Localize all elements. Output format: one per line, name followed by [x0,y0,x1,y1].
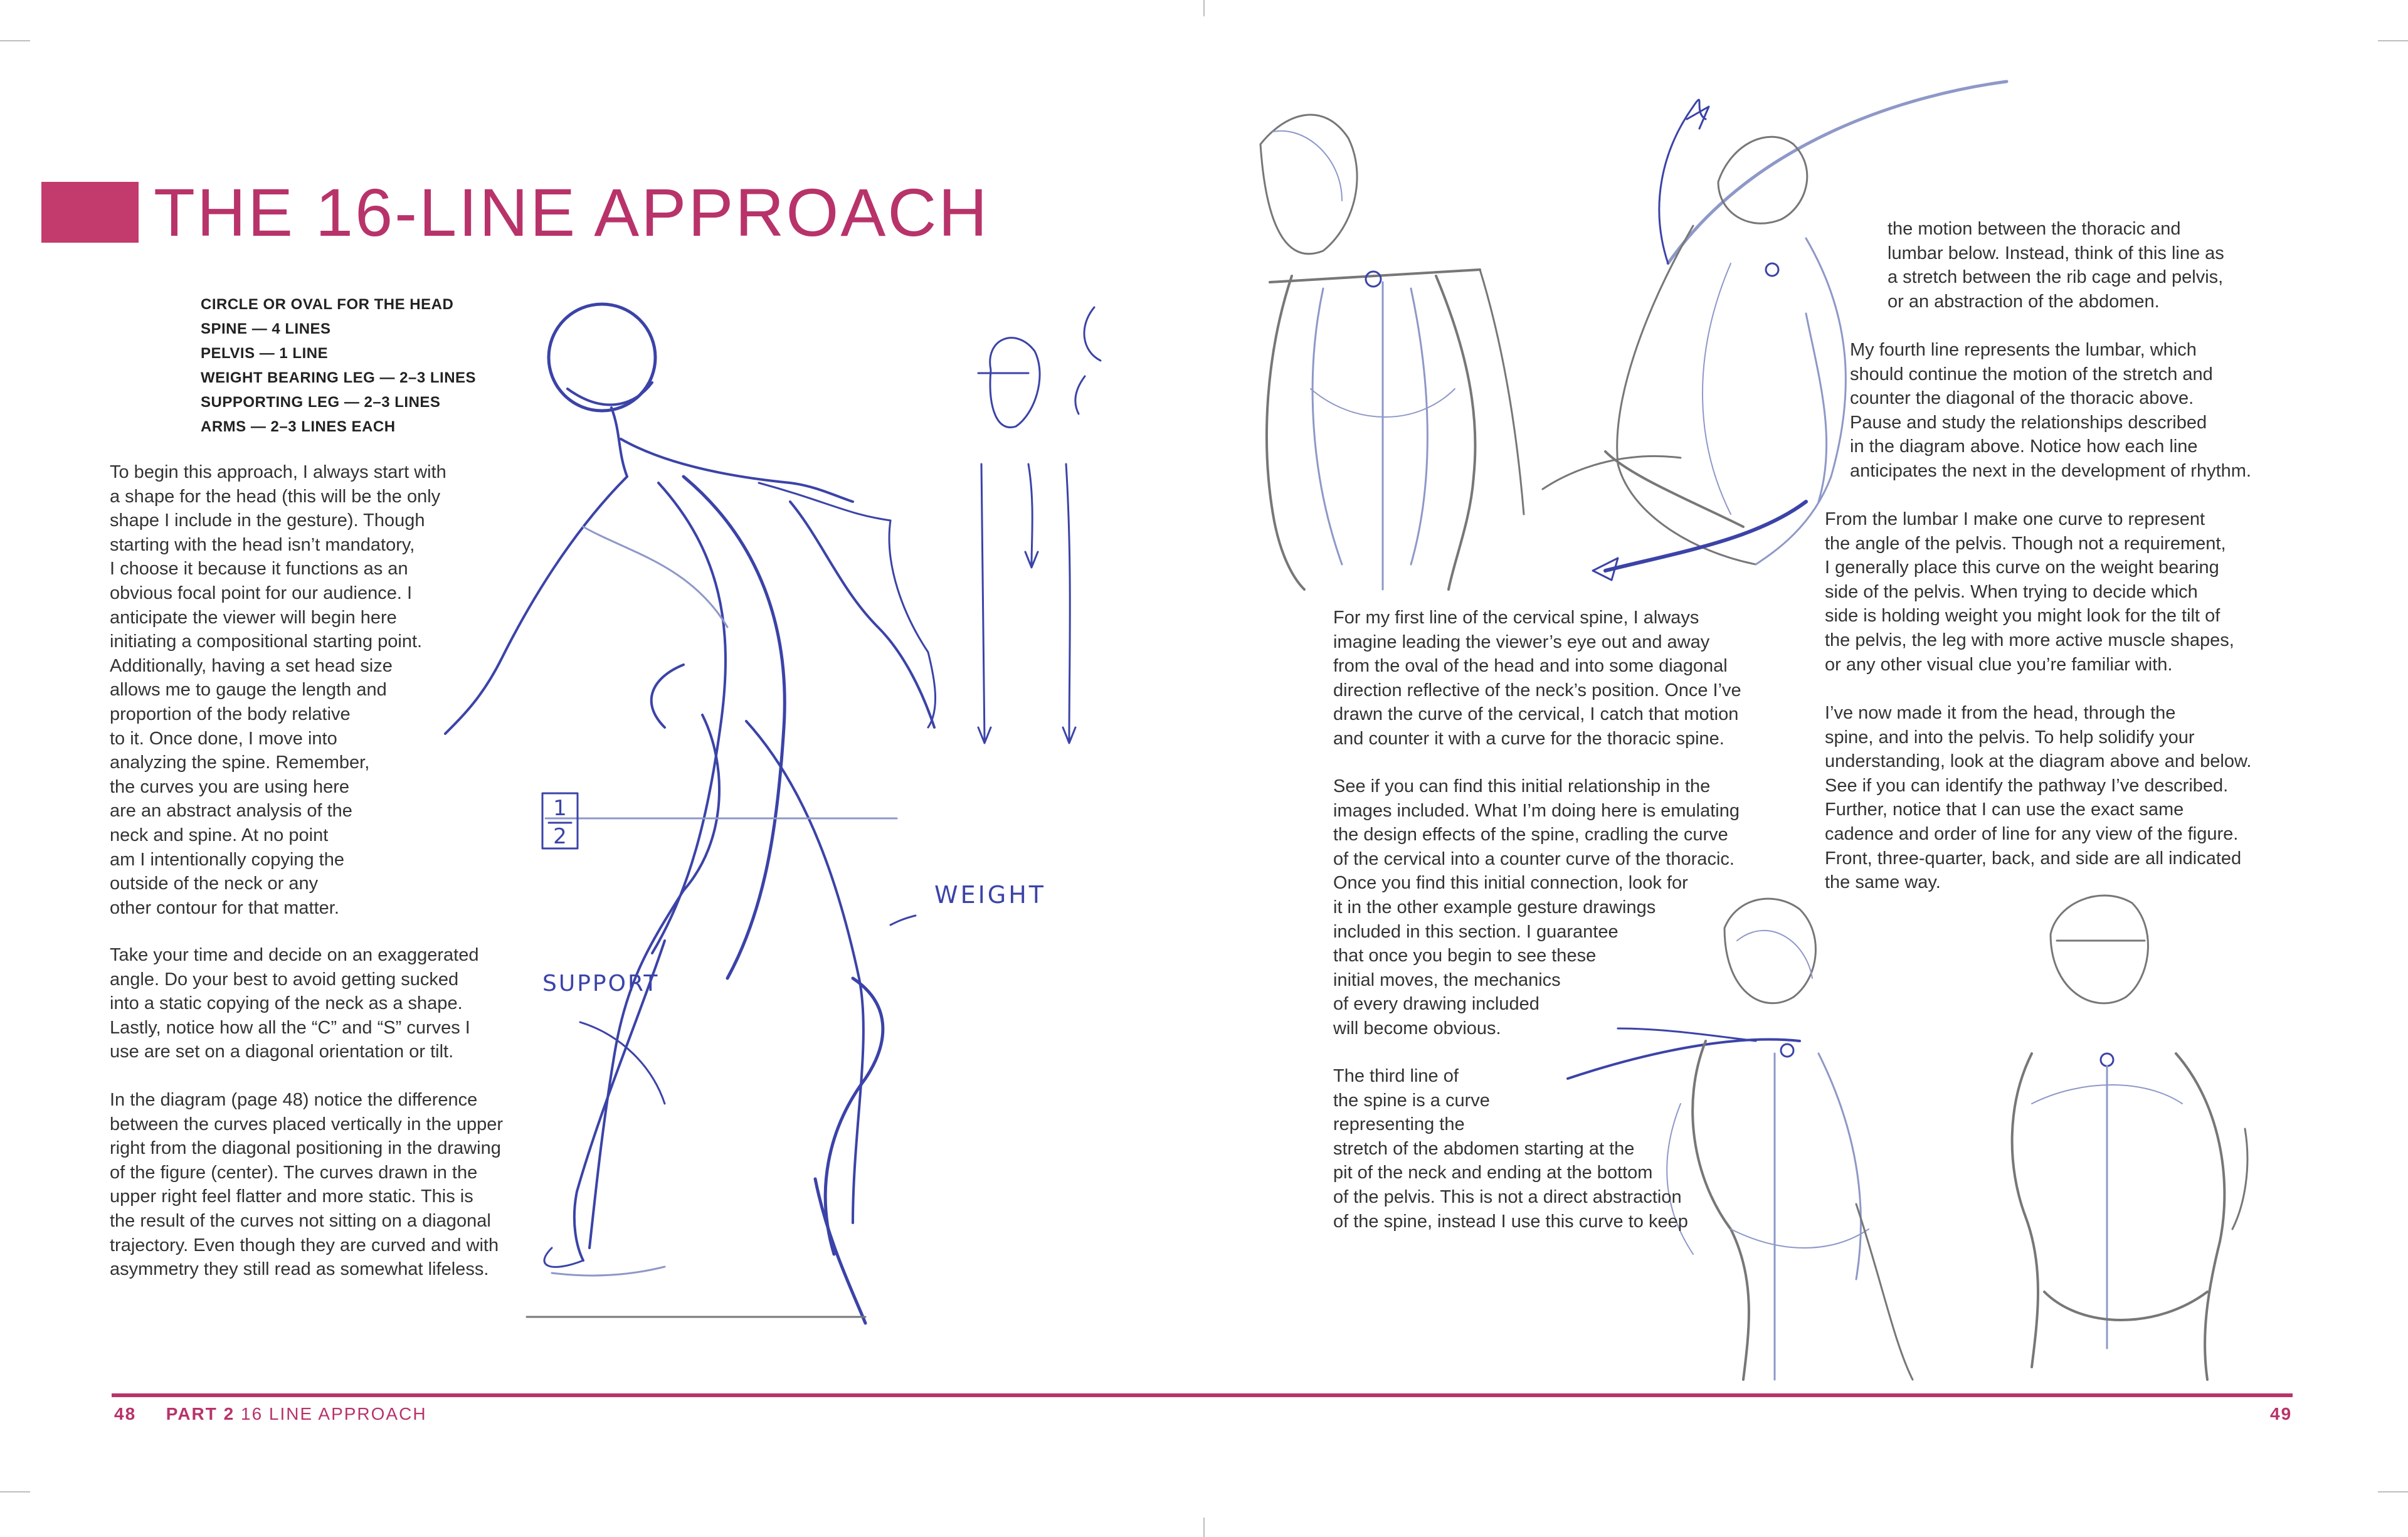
back-view-study [2012,895,2247,1380]
support-label: SUPPORT [542,971,660,996]
checklist-item: CIRCLE OR OVAL FOR THE HEAD [201,296,454,313]
page-title: THE 16-LINE APPROACH [154,174,990,250]
left-paragraph-3: In the diagram (page 48) notice the difference between the curves placed vertically in the upper right from the diagonal positioning in the drawing of the figure (center). The curves drawn in the upper right feel flatter and more static. This is the result of the curves not sitting on a diagonal trajectory. Even though they are curved and with asymmetry they still read as somewhat lifeless. [110,1090,504,1280]
right-page-number: 49 [2270,1404,2293,1423]
footer-left [114,1404,427,1424]
right-paragraph-2: My fourth line represents the lumbar, which should continue the motion of the stretch and counter the diagonal of the thoracic above. Pause and study the relationships described in the diagram above. Notice how each line anticipates the next in the development of rhythm. [1850,340,2251,481]
main-gesture-figure [445,304,936,1323]
part-label: PART 2 [166,1404,235,1423]
checklist-item: SPINE — 4 LINES [201,320,331,337]
weight-label: WEIGHT [934,881,1047,909]
section-label: 16 LINE APPROACH [241,1404,427,1423]
right-paragraph-3: From the lumbar I make one curve to represent the angle of the pelvis. Though not a requirement, I generally place this curve on the weight bearing side of the pelvis. When trying to decide which side is holding weight you might look for the tilt of the pelvis, the leg with more active muscle shapes, or any other visual clue you’re familiar with. [1825,509,2234,675]
right-paragraph-1: the motion between the thoracic and lumbar below. Instead, think of this line as a stretch between the rib cage and pelvis, or an abstraction of the abdomen. [1888,219,2224,312]
fraction-top: 1 [553,796,567,821]
checklist-item: PELVIS — 1 LINE [201,345,329,362]
static-comparison-figure [978,307,1101,743]
fraction-bottom: 2 [553,824,567,849]
left-page-number: 48 [114,1404,137,1423]
middle-paragraph-2: See if you can find this initial relationship in the images included. What I’m doing here is emulating the design effects of the spine, cradling the curve of the cervical into a counter curve of the thoracic. Once you find this initial connection, look for it in the other example gesture drawings included in this section. I guarantee that once you begin to see these initial moves, the mechanics of every drawing included will become obvious. [1333,776,1740,1038]
footer-rule [112,1393,2293,1397]
middle-paragraph-1: For my first line of the cervical spine, I always imagine leading the viewer’s eye out and away from the oval of the head and into some diagonal direction reflective of the neck’s position. Once I’ve drawn the curve of the cervical, I catch that motion and counter it with a curve for the thoracic spine. [1333,608,1741,749]
torso-study-right [1543,82,2007,580]
footer-right [2270,1404,2292,1424]
checklist-item: SUPPORTING LEG — 2–3 LINES [201,394,441,411]
left-paragraph-2: Take your time and decide on an exaggerated angle. Do your best to avoid getting sucked into a static copying of the neck as a shape. Lastly, notice how all the “C” and “S” curves I use are set on a diagonal orientation or tilt. [110,945,479,1062]
torso-study-left [1260,115,1524,589]
right-paragraph-4: I’ve now made it from the head, through the spine, and into the pelvis. To help solidify your understanding, look at the diagram above and below. See if you can identify the pathway I’ve described. Further, notice that I can use the exact same cadence and order of line for any view of the figure. Front, three-quarter, back, and side are all indicated the same way. [1825,703,2252,893]
checklist-item: ARMS — 2–3 LINES EACH [201,418,396,435]
half-proportion-marker [542,793,578,849]
middle-paragraph-3: The third line of the spine is a curve representing the stretch of the abdomen starting at the pit of the neck and ending at the bottom of the pelvis. This is not a direct abstraction of the spine, instead I use this curve to keep [1333,1066,1688,1232]
left-paragraph-1: To begin this approach, I always start with a shape for the head (this will be the only shape I include in the gesture). Though starting with the head isn’t mandatory, I choose it because it functions as an obvious focal point for our audience. I anticipate the viewer will begin here initiating a compositional starting point. Additionally, having a set head size allows me to gauge the length and proportion of the body relative to it. Once done, I move into analyzing the spine. Remember, the curves you are using here are an abstract analysis of the neck and spine. At no point am I intentionally copying the outside of the neck or any other contour for that matter. [110,462,446,918]
checklist-item: WEIGHT BEARING LEG — 2–3 LINES [201,369,477,386]
